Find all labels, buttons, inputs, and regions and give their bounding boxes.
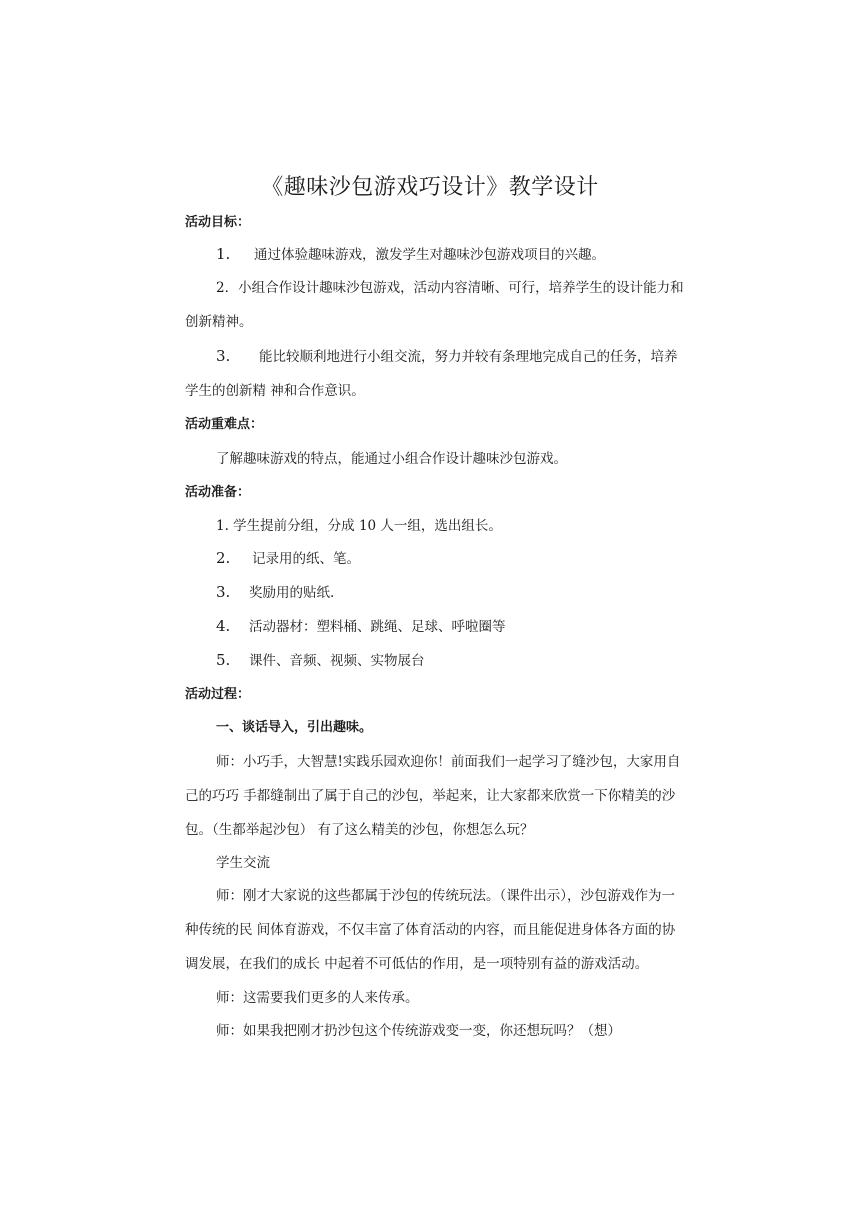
objective-item-3-line-2: 学生的创新精 神和合作意识。 bbox=[185, 383, 365, 399]
process-paragraph-3-line-1: 师：刚才大家说的这些都属于沙包的传统玩法。（课件出示），沙包游戏作为一 bbox=[216, 888, 675, 904]
objectives-heading: 活动目标： bbox=[185, 215, 251, 230]
process-heading: 活动过程： bbox=[185, 687, 251, 702]
process-section-1-heading: 一、谈话导入，引出趣味。 bbox=[216, 720, 373, 735]
process-paragraph-1-line-3: 包。（生都举起沙包） 有了这么精美的沙包，你想怎么玩？ bbox=[185, 822, 534, 838]
preparation-item-2-text: 记录用的纸、笔。 bbox=[252, 551, 360, 567]
process-paragraph-1-line-1: 师：小巧手，大智慧!实践乐园欢迎你！前面我们一起学习了缝沙包，大家用自 bbox=[216, 754, 681, 770]
preparation-item-5-number: 5. bbox=[216, 651, 231, 669]
objective-item-1 bbox=[216, 243, 605, 263]
process-paragraph-3-line-3: 调发展，在我们的成长 中起着不可低估的作用，是一项特别有益的游戏活动。 bbox=[185, 956, 649, 972]
objective-item-2-line-1: 2．小组合作设计趣味沙包游戏，活动内容清晰、可行，培养学生的设计能力和 bbox=[216, 280, 684, 296]
difficulties-heading: 活动重难点： bbox=[185, 417, 264, 432]
objective-item-2-line-2: 创新精神。 bbox=[185, 314, 253, 330]
preparation-item-2 bbox=[216, 547, 360, 567]
objective-item-1-number: 1. bbox=[216, 245, 231, 263]
preparation-item-5 bbox=[216, 649, 425, 669]
preparation-item-5-text: 课件、音频、视频、实物展台 bbox=[249, 653, 425, 669]
difficulties-text: 了解趣味游戏的特点，能通过小组合作设计趣味沙包游戏。 bbox=[216, 451, 567, 467]
preparation-item-4 bbox=[216, 615, 506, 635]
preparation-heading: 活动准备： bbox=[185, 485, 251, 500]
process-paragraph-4: 师：这需要我们更多的人来传承。 bbox=[216, 990, 419, 1006]
objective-item-1-text: 通过体验趣味游戏，激发学生对趣味沙包游戏项目的兴趣。 bbox=[254, 247, 605, 263]
preparation-item-3 bbox=[216, 581, 334, 601]
preparation-item-4-number: 4. bbox=[216, 617, 231, 635]
preparation-item-3-text: 奖励用的贴纸. bbox=[249, 585, 335, 601]
process-paragraph-5: 师：如果我把刚才扔沙包这个传统游戏变一变，你还想玩吗？（想） bbox=[216, 1023, 621, 1039]
process-paragraph-1-line-2: 己的巧巧 手都缝制出了属于自己的沙包，举起来，让大家都来欣赏一下你精美的沙 bbox=[185, 788, 676, 804]
preparation-item-3-number: 3. bbox=[216, 583, 231, 601]
preparation-item-4-text: 活动器材：塑料桶、跳绳、足球、呼啦圈等 bbox=[249, 619, 506, 635]
process-paragraph-2: 学生交流 bbox=[216, 855, 270, 871]
objective-item-3-text: 能比较顺利地进行小组交流，努力并较有条理地完成自己的任务，培养 bbox=[259, 349, 678, 365]
process-paragraph-3-line-2: 种传统的民 间体育游戏，不仅丰富了体育活动的内容，而且能促进身体各方面的协 bbox=[185, 922, 676, 938]
objective-item-3-line-1 bbox=[216, 345, 678, 365]
objective-item-3-number: 3. bbox=[216, 347, 231, 365]
preparation-item-1: 1. 学生提前分组，分成 10 人一组，选出组长。 bbox=[216, 518, 502, 534]
preparation-item-2-number: 2. bbox=[216, 549, 231, 567]
document-title: 《趣味沙包游戏巧设计》教学设计 bbox=[261, 175, 599, 200]
